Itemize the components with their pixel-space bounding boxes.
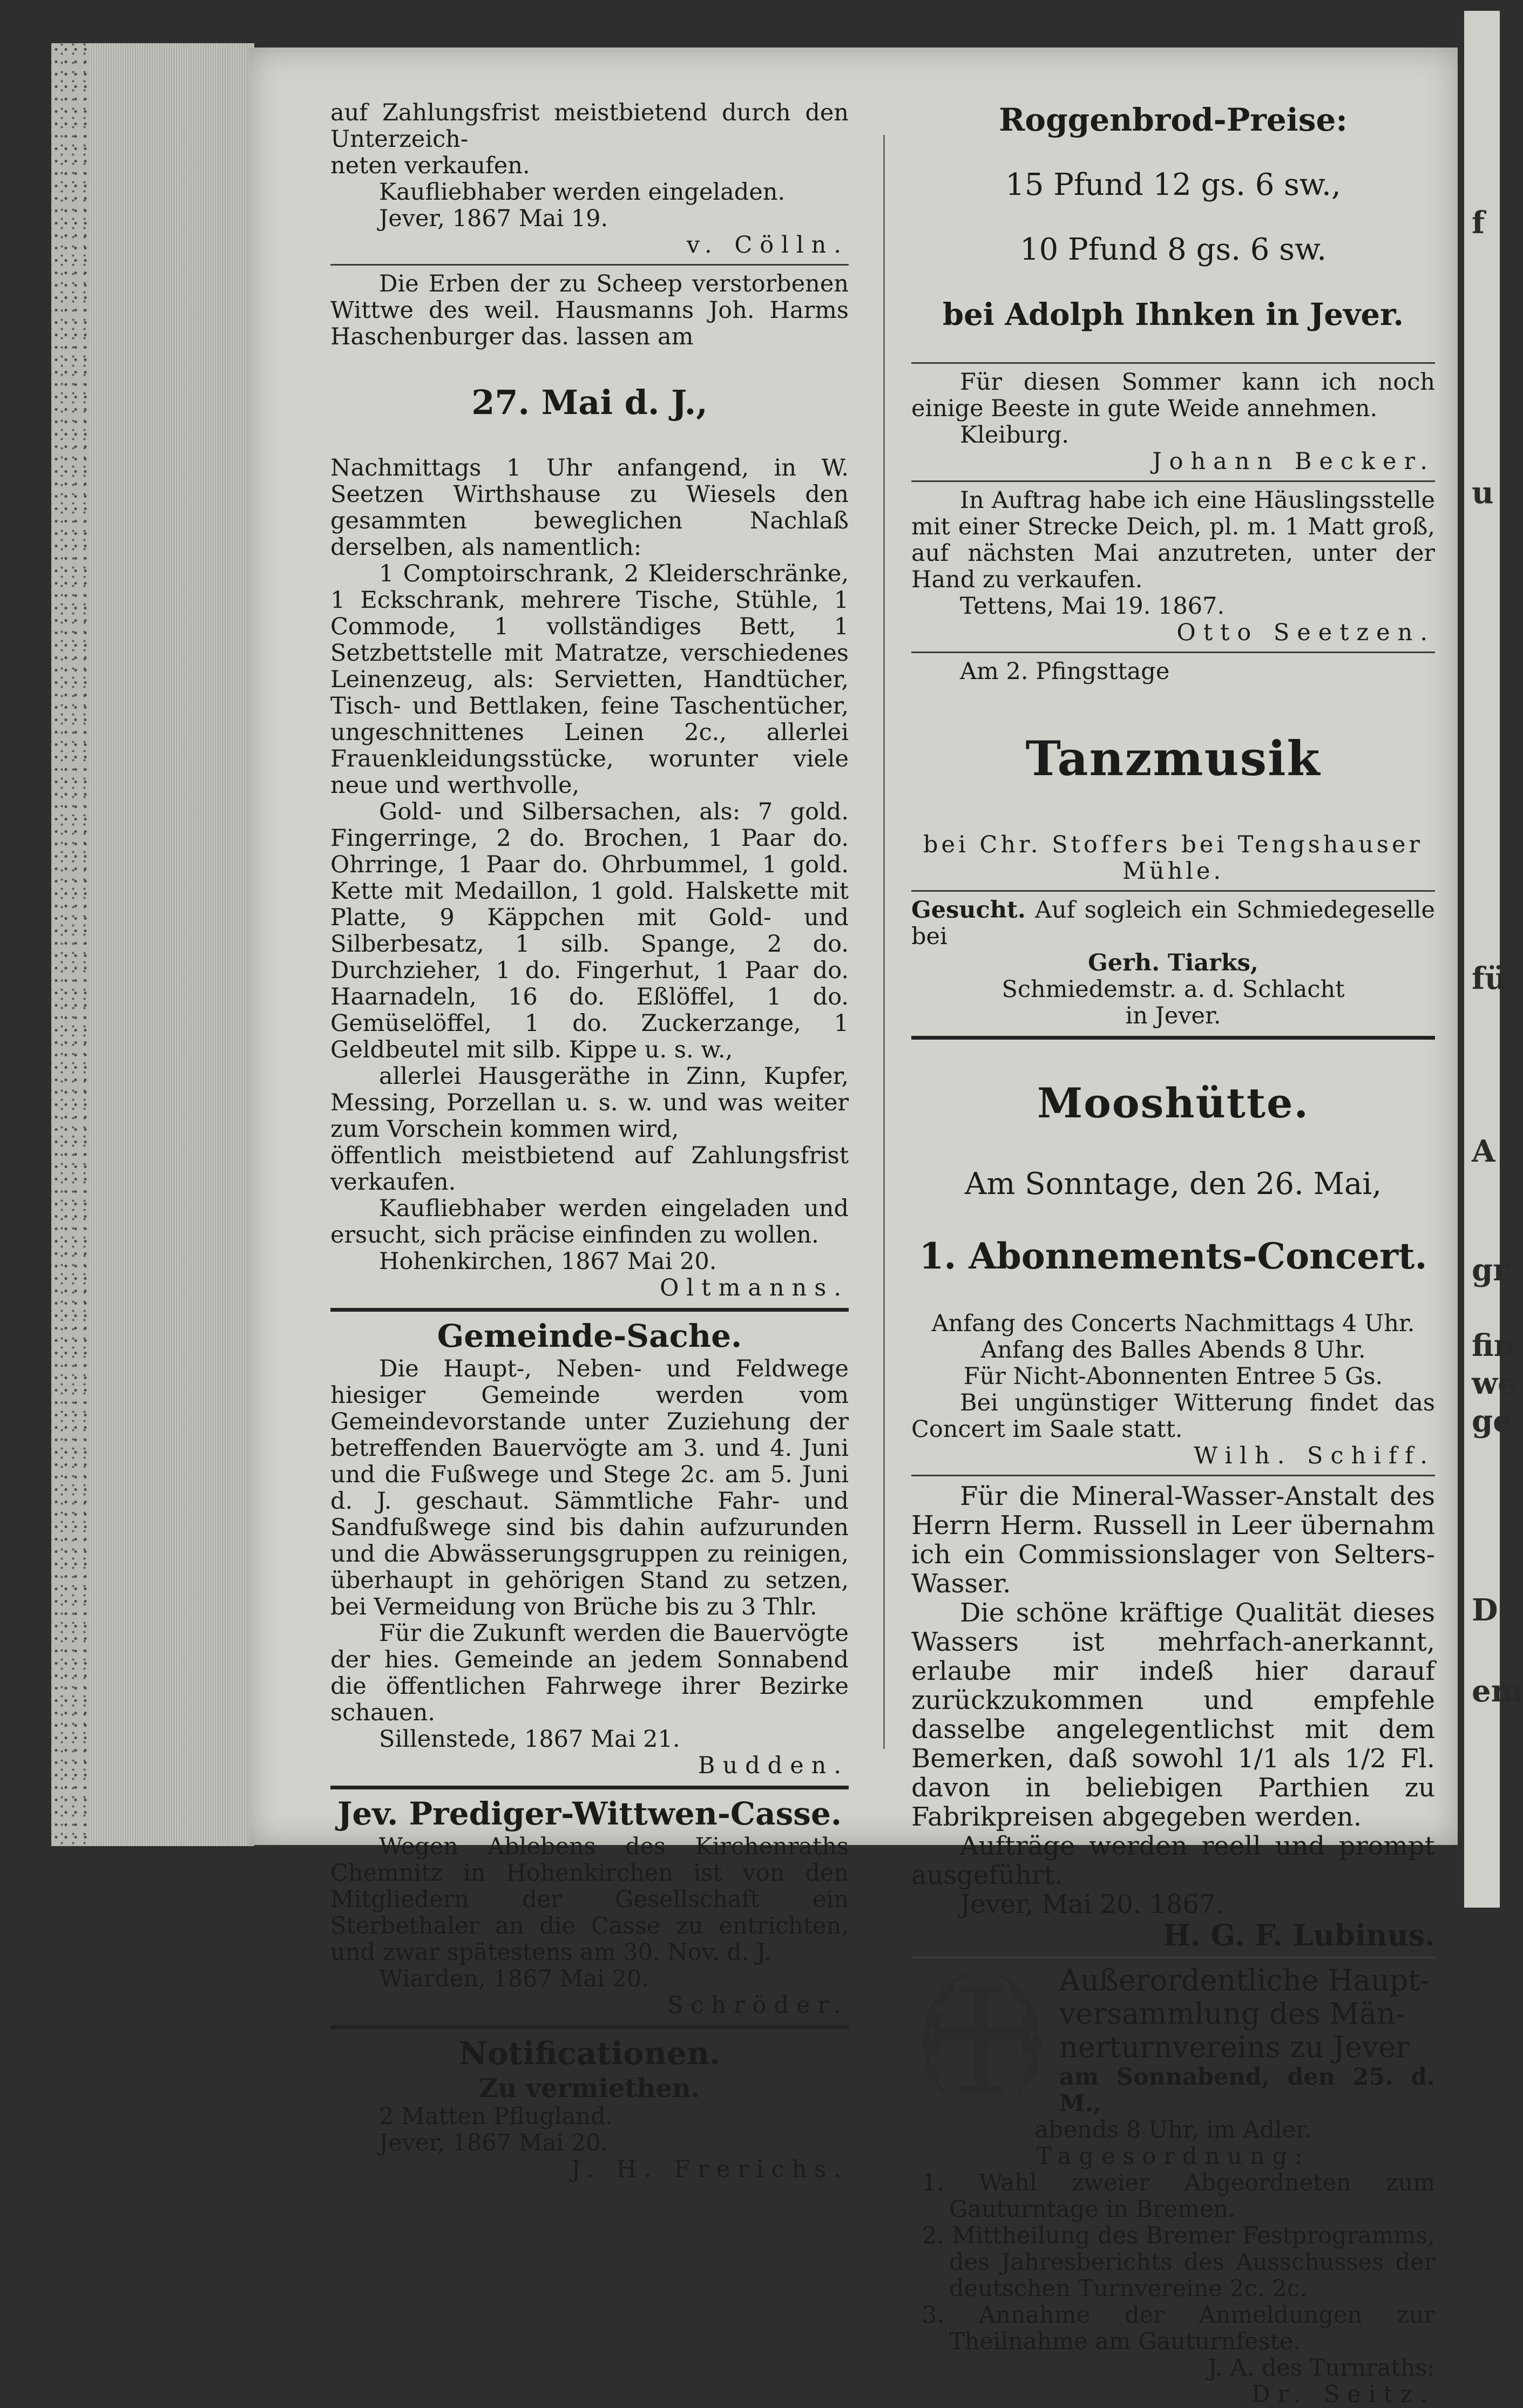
notifications-subtitle: Zu vermiethen. [479, 2073, 700, 2104]
witwen-signature: Schröder. [667, 1992, 849, 2019]
concert-l3: Für Nicht-Abonnenten Entree 5 Gs. [963, 1363, 1383, 1390]
seetzen-body: In Auftrag habe ich eine Häuslingsstelle mit einer Strecke Deich, pl. m. 1 Matt groß, auf nächsten Mai anzutreten, unter der Hand zu verkaufen. [911, 487, 1435, 593]
concert-l2: Anfang des Balles Abends 8 Uhr. [980, 1337, 1366, 1364]
left-column [330, 100, 849, 2183]
sale2-signature: Oltmanns. [660, 1274, 849, 1301]
sale2-items2: Gold- und Silbersachen, als: 7 gold. Fingerringe, 2 do. Brochen, 1 Paar do. Ohrringe, 1 Paar do. Ohrbummel, 1 gold. Kette mit Medaillon, 1 gold. Halskette mit Platte, 9 Käppchen mit Gold- und Silberbesatz, 1 silb. Spange, 2 do. Durchzieher, 1 do. Fingerhut, 1 Paar do. Haarnadeln, 16 do. Eßlöffel, 1 do. Gemüselöffel, 1 do. Zuckerzange, 1 Geldbeutel mit silb. Kippe u. s. w., [330, 798, 849, 1063]
rule [330, 264, 849, 266]
agenda-item: 3. Annahme der Anmeldungen zur Theilnahme am Gauturnfeste. [922, 2302, 1435, 2355]
seetzen-signature: Otto Seetzen. [1176, 619, 1435, 646]
thick-rule [330, 1786, 849, 1789]
gemeinde-p1: Die Haupt-, Neben- und Feldwege hiesiger Gemeinde werden vom Gemeindevorstande unter Zuziehung der betreffenden Bauervögte am 3. und 4. Juni und die Fußwege und Stege 2c. am 5. Juni d. J. geschaut. Sämmtliche Fahr- und Sandfußwege sind bis dahin aufzurunden und die Abwässerungsgruppen zu reinigen, überhaupt in gehörigen Stand zu setzen, bei Vermeidung von Brüche bis zu 3 Thlr. [330, 1355, 849, 1620]
turn-head3: nerturnvereins zu Jever [1059, 2030, 1410, 2064]
sale1-date: Jever, 1867 Mai 19. [379, 205, 608, 232]
concert-date: Am Sonntage, den 26. Mai, [964, 1166, 1382, 1202]
fragment: we [1472, 1366, 1517, 1401]
fragment: fü [1472, 961, 1507, 996]
becker-signature: Johann Becker. [1152, 448, 1435, 475]
fragment: em [1472, 1673, 1523, 1709]
concert-signature: Wilh. Schiff. [1194, 1442, 1435, 1469]
mineral-signature: H. G. F. Lubinus. [1162, 1918, 1435, 1952]
fragment: f [1472, 205, 1485, 241]
gemeinde-p2: Für die Zukunft werden die Bauervögte der hies. Gemeinde an jedem Sonnabend die öffentlichen Fahrwege ihrer Bezirke schauen. [330, 1620, 849, 1726]
book-edge-speckle [51, 43, 89, 1846]
wanted-place: in Jever. [1125, 1002, 1221, 1029]
fragment: u [1472, 475, 1494, 511]
turnverein-heading-text [1059, 1964, 1435, 2117]
fragment: gr [1472, 1252, 1509, 1288]
turnverein-cross-emblem-icon [911, 1964, 1052, 2109]
fragment: ge [1472, 1403, 1512, 1439]
agenda-item: 1. Wahl zweier Abgeordneten zum Gauturntage in Bremen. [922, 2169, 1435, 2223]
wanted-body: Auf sogleich ein Schmiedegeselle bei [911, 897, 1435, 950]
turn-signature2: Dr. Seitz. [1251, 2381, 1435, 2408]
bread-line1: 15 Pfund 12 gs. 6 sw., [1005, 167, 1341, 202]
notifications-title: Notificationen. [458, 2035, 721, 2072]
turn-head2: versammlung des Män- [1059, 1997, 1406, 2031]
sale1-line1: auf Zahlungsfrist meistbietend durch den Unterzeich- [330, 99, 849, 153]
fragment: D [1472, 1592, 1498, 1628]
dance-title: Tanzmusik [1025, 730, 1321, 786]
sale2-intro: Die Erben der zu Scheep verstorbenen Wittwe des weil. Hausmanns Joh. Harms Haschenburger das. lassen am [330, 270, 849, 350]
mineral-p2: Die schöne kräftige Qualität dieses Wassers ist mehrfach-anerkannt, erlaube mir indeß hier darauf zurückzukommen und empfehle dasselbe angelegentlichst mit dem Bemerken, daß sowohl 1/1 als 1/2 Fl. davon in beliebigen Parthien zu Fabrikpreisen abgegeben werden. [911, 1598, 1435, 1832]
rule [911, 890, 1435, 892]
wanted-label: Gesucht. [911, 897, 1026, 924]
turnverein-header [911, 1964, 1435, 2117]
seetzen-date: Tettens, Mai 19. 1867. [960, 593, 1225, 620]
right-column [911, 100, 1435, 2408]
dance-where: bei Chr. Stoffers bei Tengshauser Mühle. [923, 831, 1423, 885]
adjacent-page-fragment [1464, 11, 1523, 1908]
sale2-outro: öffentlich meistbietend auf Zahlungsfrist verkaufen. [330, 1142, 849, 1196]
sale1-signature: v. Cölln. [686, 232, 849, 259]
witwen-body: Wegen Ablebens des Kirchenraths Chemnitz in Hohenkirchen ist von den Mitgliedern der Gesellschaft ein Sterbethaler an die Casse zu entrichten, und zwar spätestens am 30. Nov. d. J. [330, 1833, 849, 1966]
rule [911, 652, 1435, 653]
notifications-date: Jever, 1867 Mai 20. [379, 2129, 608, 2156]
rule [911, 480, 1435, 482]
bread-line2: 10 Pfund 8 gs. 6 sw. [1019, 232, 1327, 267]
gemeinde-signature: Budden. [698, 1752, 849, 1779]
gemeinde-title: Gemeinde-Sache. [437, 1318, 742, 1354]
dance-date: Am 2. Pfingsttage [960, 658, 1170, 685]
column-divider [883, 135, 885, 1749]
mineral-date: Jever, Mai 20. 1867. [960, 1889, 1224, 1919]
turn-when: am Sonnabend, den 25. d. M., [1059, 2064, 1435, 2117]
sale2-items1: 1 Comptoirschrank, 2 Kleiderschränke, 1 Eckschrank, mehrere Tische, Stühle, 1 Commode, 1 vollständiges Bett, 1 Setzbettstelle mit Matratze, verschiedenes Leinenzeug, als: Servietten, Handtücher, Tisch- und Bettlaken, feine Taschentücher, ungeschnittenes Leinen 2c., allerlei Frauenkleidungsstücke, worunter viele neue und werthvolle, [330, 560, 849, 799]
sale1-invite: Kaufliebhaber werden eingeladen. [379, 179, 786, 206]
rule [911, 1957, 1435, 1958]
turn-signature1: J. A. des Turnraths: [1208, 2355, 1435, 2382]
turn-time: abends 8 Uhr, im Adler. [1034, 2117, 1312, 2144]
sale2-body: Nachmittags 1 Uhr anfangend, in W. Seetzen Wirthshause zu Wiesels den gesammten beweglichen Nachlaß derselben, als namentlich: [330, 455, 849, 561]
sale2-items3: allerlei Hausgeräthe in Zinn, Kupfer, Messing, Porzellan u. s. w. und was weiter zum Vorschein kommen wird, [330, 1063, 849, 1143]
thick-rule [330, 1308, 849, 1312]
becker-place: Kleiburg. [960, 422, 1070, 449]
witwen-title: Jev. Prediger-Wittwen-Casse. [337, 1795, 842, 1832]
concert-l1: Anfang des Concerts Nachmittags 4 Uhr. [931, 1310, 1415, 1337]
bread-line3: bei Adolph Ihnken in Jever. [942, 297, 1404, 333]
turn-agenda-title: Tagesordnung: [1036, 2143, 1310, 2170]
witwen-date: Wiarden, 1867 Mai 20. [379, 1965, 649, 1992]
fragment: A [1472, 1134, 1495, 1169]
sale2-date-big: 27. Mai d. J., [471, 383, 708, 422]
concert-l4: Bei ungünstiger Witterung findet das Concert im Saale statt. [911, 1389, 1435, 1443]
agenda-item: 2. Mittheilung des Bremer Festprogramms, des Jahresberichts des Ausschusses der deutschen Turnvereine 2c. 2c. [922, 2222, 1435, 2302]
notifications-signature: J. H. Frerichs. [571, 2156, 849, 2183]
rule [911, 362, 1435, 364]
turn-head1: Außerordentliche Haupt- [1059, 1963, 1430, 1997]
sale2-invite: Kaufliebhaber werden eingeladen und ersucht, sich präcise einfinden zu wollen. [330, 1195, 849, 1249]
notifications-line1: 2 Matten Pflugland. [379, 2103, 613, 2130]
thick-rule [911, 1036, 1435, 1040]
concert-title: Mooshütte. [1037, 1079, 1309, 1127]
concert-event: 1. Abonnements-Concert. [919, 1235, 1427, 1277]
becker-body: Für diesen Sommer kann ich noch einige Beeste in gute Weide annehmen. [911, 369, 1435, 422]
rule [911, 1475, 1435, 1476]
mineral-p3: Aufträge werden reell und prompt ausgeführt. [911, 1831, 1435, 1890]
gemeinde-date: Sillenstede, 1867 Mai 21. [379, 1726, 680, 1753]
fragment: fin [1472, 1328, 1516, 1364]
wanted-trade: Schmiedemstr. a. d. Schlacht [1001, 976, 1345, 1003]
thick-rule [330, 2025, 849, 2029]
sale1-line2: neten verkaufen. [330, 152, 530, 179]
mineral-p1: Für die Mineral-Wasser-Anstalt des Herrn Herm. Russell in Leer übernahm ich ein Commissionslager von Selters-Wasser. [911, 1481, 1435, 1599]
wanted-name: Gerh. Tiarks, [1088, 949, 1258, 976]
bread-title: Roggenbrod-Preise: [999, 101, 1348, 138]
sale2-date: Hohenkirchen, 1867 Mai 20. [379, 1248, 717, 1275]
